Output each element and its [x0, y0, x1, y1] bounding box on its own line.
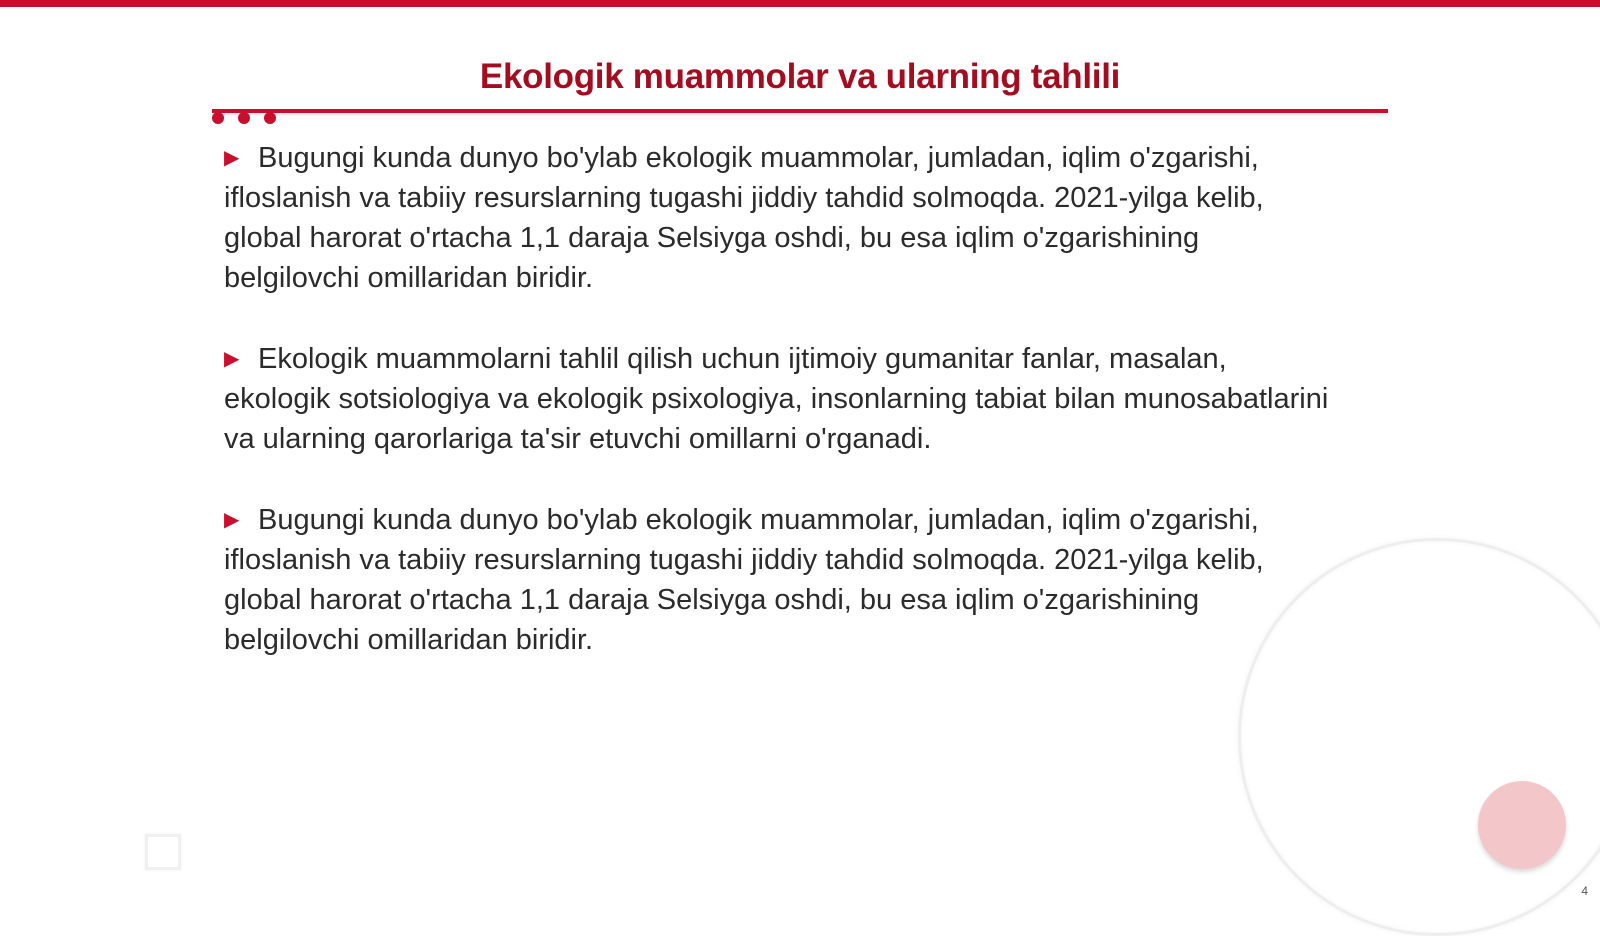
bullet-text: Ekologik muammolarni tahlil qilish uchun ijtimoiy gumanitar fanlar, masalan, ekologik sotsiologiya va ekologik psixologiya, insonlarning tabiat bilan munosabatlarini va ularning qarorlariga ta'sir etuvchi omillarni o'rganadi. — [224, 343, 1329, 455]
top-accent-bar — [0, 0, 1600, 7]
triangle-right-icon: ▶ — [224, 348, 240, 370]
title-dots — [212, 112, 276, 124]
bullet-text: Bugungi kunda dunyo bo'ylab ekologik muammolar, jumladan, iqlim o'zgarishi, ifloslanish va tabiiy resurslarning tugashi jiddiy tahdid solmoqda. 2021-yilga kelib, global harorat o'rtacha 1,1 daraja Selsiyga oshdi, bu esa iqlim o'zgarishining belgilovchi omillaridan biridir. — [224, 142, 1264, 294]
dot-icon — [212, 112, 224, 124]
triangle-right-icon: ▶ — [224, 147, 240, 169]
bullet-item — [224, 339, 1334, 459]
decorative-circle-pink — [1478, 781, 1566, 869]
title-underline — [212, 109, 1388, 113]
triangle-right-icon: ▶ — [224, 509, 240, 531]
bullet-list — [224, 138, 1334, 701]
slide-title: Ekologik muammolar va ularning tahlili — [479, 57, 1121, 96]
bullet-item — [224, 138, 1334, 298]
page-number: 4 — [1581, 884, 1588, 898]
bullet-text: Bugungi kunda dunyo bo'ylab ekologik muammolar, jumladan, iqlim o'zgarishi, ifloslanish va tabiiy resurslarning tugashi jiddiy tahdid solmoqda. 2021-yilga kelib, global harorat o'rtacha 1,1 daraja Selsiyga oshdi, bu esa iqlim o'zgarishining belgilovchi omillaridan biridir. — [224, 504, 1264, 656]
dot-icon — [264, 112, 276, 124]
dot-icon — [238, 112, 250, 124]
bullet-item — [224, 500, 1334, 660]
decorative-square-outline — [145, 834, 181, 870]
